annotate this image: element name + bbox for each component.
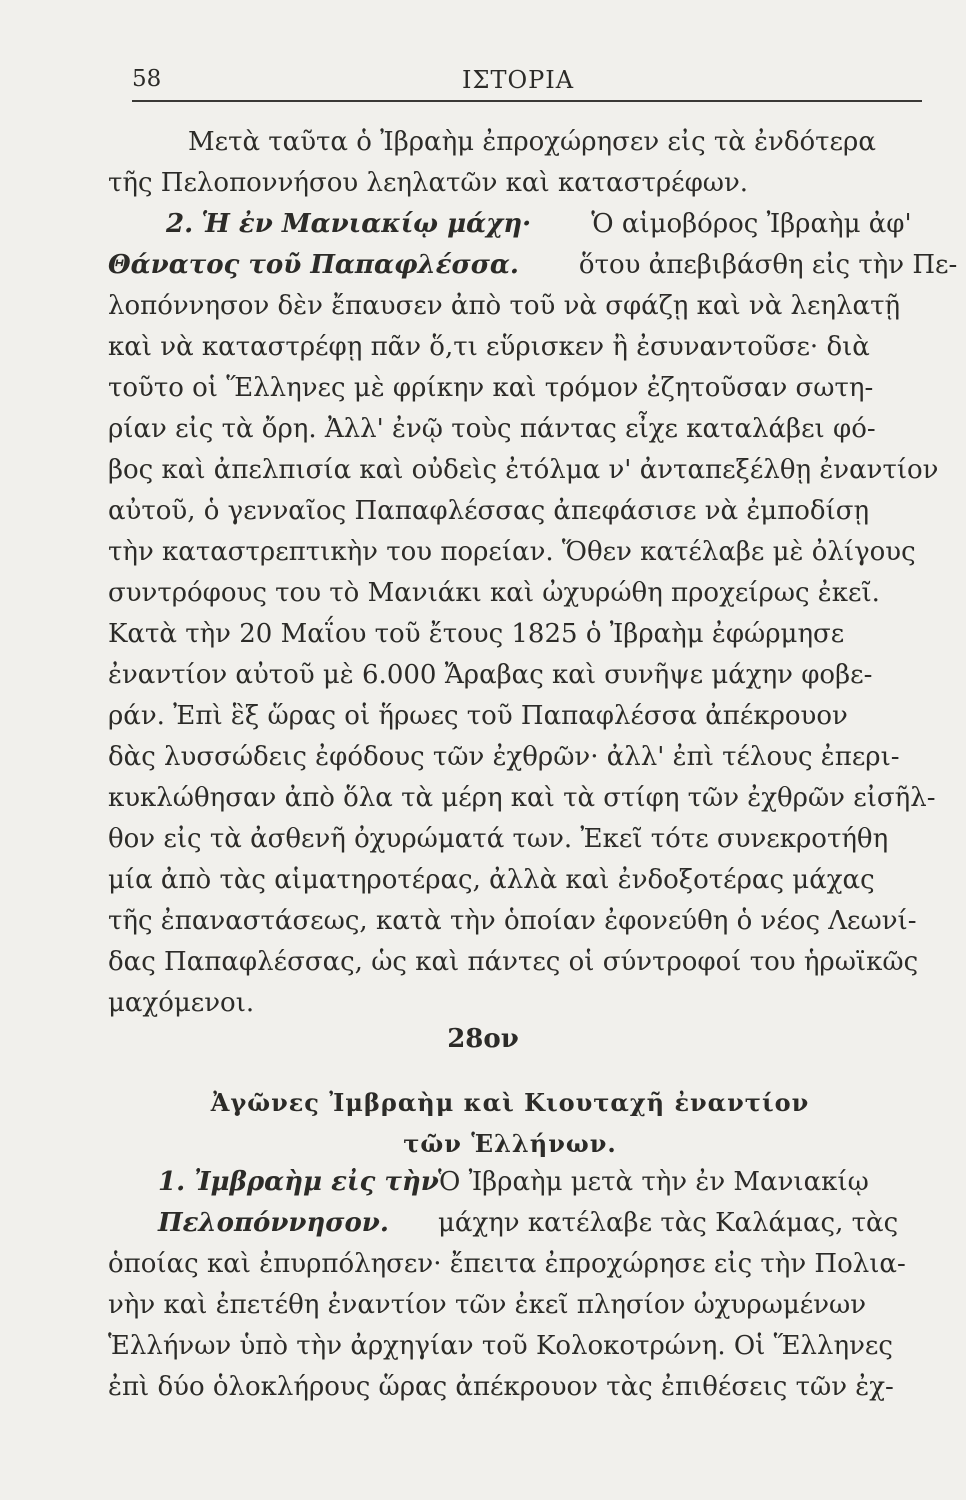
text-line: βος καὶ ἀπελπισία καὶ οὐδεὶς ἐτόλμα ν' ἀνταπεξέλθῃ ἐναντίον	[108, 455, 939, 485]
section-heading: 1. Ἰμβραὴμ εἰς τὴν	[158, 1167, 439, 1197]
text-line: τὴν καταστρεπτικὴν του πορείαν. Ὅθεν κατέλαβε μὲ ὀλίγους	[108, 537, 916, 567]
chapter-number: 28ον	[447, 1024, 519, 1054]
section-heading-line	[108, 245, 958, 286]
text-line: ὅτου ἀπεβιβάσθη εἰς τὴν Πε-	[578, 250, 958, 280]
text-line: δὰς λυσσώδεις ἐφόδους τῶν ἐχθρῶν· ἀλλ' ἐπὶ τέλους ἐπερι-	[108, 742, 900, 772]
text-line: κυκλώθησαν ἀπὸ ὅλα τὰ μέρη καὶ τὰ στίφη τῶν ἐχθρῶν εἰσῆλ-	[108, 783, 936, 813]
text-line: ράν. Ἐπὶ ἓξ ὥρας οἱ ἥρωες τοῦ Παπαφλέσσα ἀπέκρουον	[108, 701, 848, 731]
text-line: θον εἰς τὰ ἀσθενῆ ὀχυρώματά των. Ἐκεῖ τότε συνεκροτήθη	[108, 824, 889, 854]
text-line: ὁποίας καὶ ἐπυρπόλησεν· ἔπειτα ἐπροχώρησε εἰς τὴν Πολια-	[108, 1249, 906, 1279]
text-line: νὴν καὶ ἐπετέθη ἐναντίον τῶν ἐκεῖ πλησίον ὠχυρωμένων	[108, 1290, 867, 1320]
header-rule	[132, 100, 922, 102]
main-text	[108, 122, 958, 1024]
text-line: καὶ νὰ καταστρέφῃ πᾶν ὅ,τι εὕρισκεν ἢ ἐσυναντοῦσε· διὰ	[108, 332, 870, 362]
text-line: ρίαν εἰς τὰ ὄρη. Ἀλλ' ἐνῷ τοὺς πάντας εἶχε καταλάβει φό-	[108, 414, 876, 444]
chapter-title-line: Ἀγῶνες Ἰμβραὴμ καὶ Κιουταχῆ ἐναντίον	[210, 1088, 810, 1117]
running-title: ΙΣΤΟΡΙΑ	[462, 66, 575, 94]
chapter-title-line: τῶν Ἑλλήνων.	[403, 1129, 617, 1158]
section-heading: Θάνατος τοῦ Παπαφλέσσα.	[108, 250, 519, 280]
text-line: αὐτοῦ, ὁ γενναῖος Παπαφλέσσας ἀπεφάσισε νὰ ἐμποδίσῃ	[108, 496, 870, 526]
text-line: Ὁ Ἰβραὴμ μετὰ τὴν ἐν Μανιακίῳ	[438, 1167, 869, 1197]
text-line: τοῦτο οἱ Ἕλληνες μὲ φρίκην καὶ τρόμον ἐζητοῦσαν σωτη-	[108, 373, 874, 403]
section-heading: Ἡ ἐν Μανιακίῳ μάχη·	[201, 209, 532, 239]
text-line: τῆς Πελοποννήσου λεηλατῶν καὶ καταστρέφων.	[108, 168, 749, 198]
text-line: δας Παπαφλέσσας, ὡς καὶ πάντες οἱ σύντροφοί του ἡρωϊκῶς	[108, 947, 919, 977]
text-line: μάχην κατέλαβε τὰς Καλάμας, τὰς	[438, 1208, 899, 1238]
text-line: συντρόφους του τὸ Μανιάκι καὶ ὠχυρώθη προχείρως ἐκεῖ.	[108, 578, 880, 608]
chapter-title	[150, 1082, 870, 1164]
section-heading-number: 2.	[166, 209, 194, 239]
text-line: λοπόννησον δὲν ἔπαυσεν ἀπὸ τοῦ νὰ σφάζῃ καὶ νὰ λεηλατῇ	[108, 291, 901, 321]
text-line: Μετὰ ταῦτα ὁ Ἰβραὴμ ἐπροχώρησεν εἰς τὰ ἐνδότερα	[188, 127, 876, 157]
text-line: Ὁ αἱμοβόρος Ἰβραὴμ ἀφ'	[591, 209, 912, 239]
text-line: Ἑλλήνων ὑπὸ τὴν ἀρχηγίαν τοῦ Κολοκοτρώνη. Οἱ Ἕλληνες	[108, 1331, 893, 1361]
text-line: μαχόμενοι.	[108, 988, 255, 1018]
text-line: ἐναντίον αὐτοῦ μὲ 6.000 Ἄραβας καὶ συνῆψε μάχην φοβε-	[108, 660, 873, 690]
text-line: ἐπὶ δύο ὁλοκλήρους ὥρας ἀπέκρουον τὰς ἐπιθέσεις τῶν ἐχ-	[108, 1372, 894, 1402]
section-heading-line	[108, 204, 934, 245]
text-line: μία ἀπὸ τὰς αἱματηροτέρας, ἀλλὰ καὶ ἐνδοξοτέρας μάχας	[108, 865, 875, 895]
section-heading: Πελοπόννησον.	[158, 1208, 389, 1238]
section-heading-line	[108, 1162, 934, 1203]
page-header	[132, 66, 922, 102]
section-heading-line	[108, 1203, 934, 1244]
text-line: Κατὰ τὴν 20 Μαΐου τοῦ ἔτους 1825 ὁ Ἰβραὴμ ἐφώρμησε	[108, 619, 845, 649]
main-text-continued	[108, 1162, 934, 1408]
text-line: τῆς ἐπαναστάσεως, κατὰ τὴν ὁποίαν ἐφονεύθη ὁ νέος Λεωνί-	[108, 906, 917, 936]
page-number: 58	[132, 66, 162, 92]
